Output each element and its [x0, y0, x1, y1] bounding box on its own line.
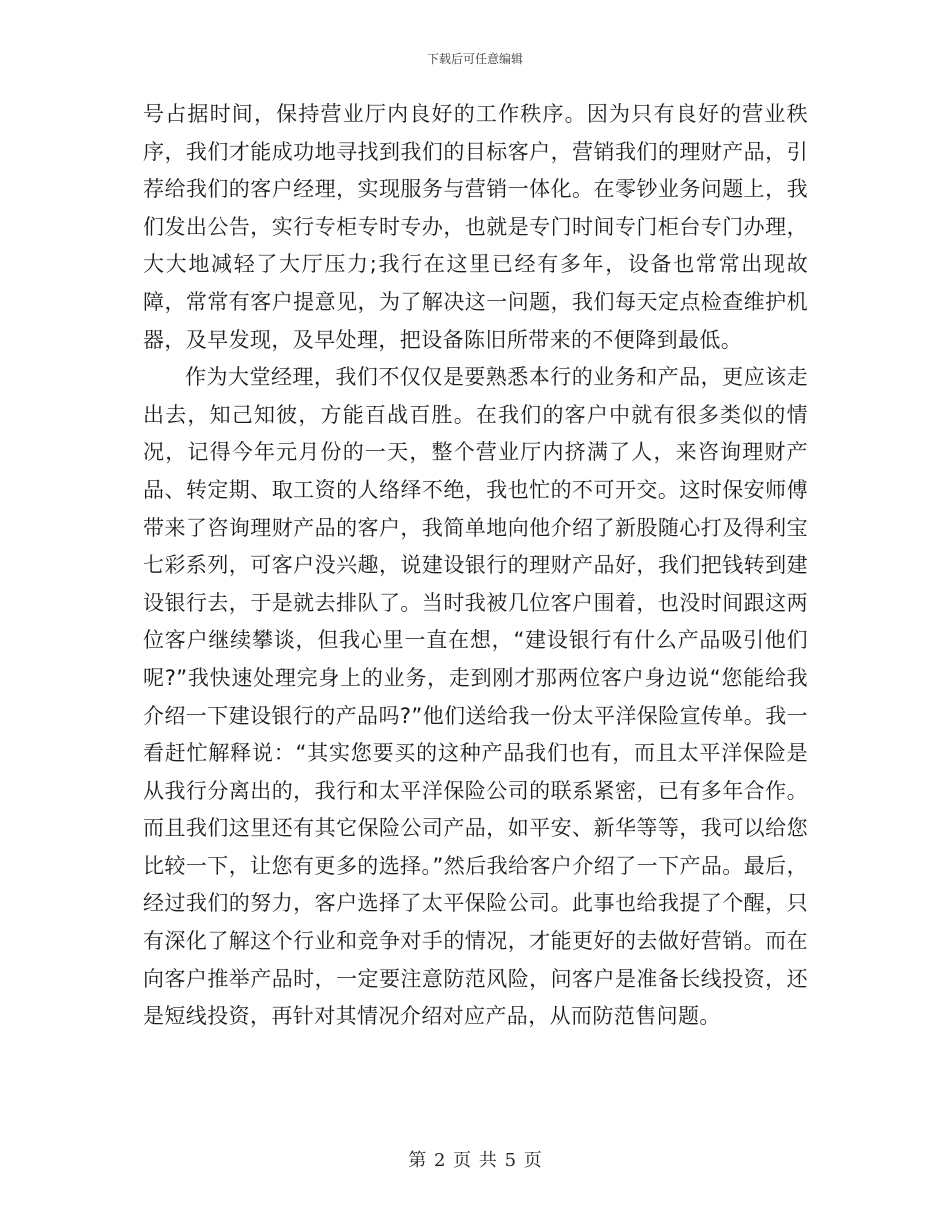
document-body [143, 96, 808, 1036]
page-header-note: 下载后可任意编辑 [426, 52, 523, 66]
paragraph-1: 号占据时间，保持营业厅内良好的工作秩序。因为只有良好的营业秩序，我们才能成功地寻找到我们的目标客户，营销我们的理财产品，引荐给我们的客户经理，实现服务与营销一体化。在零钞业务问题上，我们发出公告，实行专柜专时专办，也就是专门时间专门柜台专门办理，大大地减轻了大厅压力;我行在这里已经有多年，设备也常常出现故障，常常有客户提意见，为了解决这一问题，我们每天定点检查维护机器，及早发现，及早处理，把设备陈旧所带来的不便降到最低。 [143, 102, 808, 352]
page-number: 第 2 页 共 5 页 [408, 1150, 542, 1171]
paragraph-2: 作为大堂经理，我们不仅仅是要熟悉本行的业务和产品，更应该走出去，知己知彼，方能百战百胜。在我们的客户中就有很多类似的情况，记得今年元月份的一天，整个营业厅内挤满了人，来咨询理财产品、转定期、取工资的人络绎不绝，我也忙的不可开交。这时保安师傅带来了咨询理财产品的客户，我简单地向他介绍了新股随心打及得利宝七彩系列，可客户没兴趣，说建设银行的理财产品好，我们把钱转到建设银行去，于是就去排队了。当时我被几位客户围着，也没时间跟这两位客户继续攀谈，但我心里一直在想，“建设银行有什么产品吸引他们呢?”我快速处理完身上的业务，走到刚才那两位客户身边说“您能给我介绍一下建设银行的产品吗?”他们送给我一份太平洋保险宣传单。我一看赶忙解释说：“其实您要买的这种产品我们也有，而且太平洋保险是从我行分离出的，我行和太平洋保险公司的联系紧密，已有多年合作。而且我们这里还有其它保险公司产品，如平安、新华等等，我可以给您比较一下，让您有更多的选择。”然后我给客户介绍了一下产品。最后，经过我们的努力，客户选择了太平保险公司。此事也给我提了个醒，只有深化了解这个行业和竞争对手的情况，才能更好的去做好营销。而在向客户推举产品时，一定要注意防范风险，问客户是准备长线投资，还是短线投资，再针对其情况介绍对应产品，从而防范售问题。 [143, 365, 808, 1029]
